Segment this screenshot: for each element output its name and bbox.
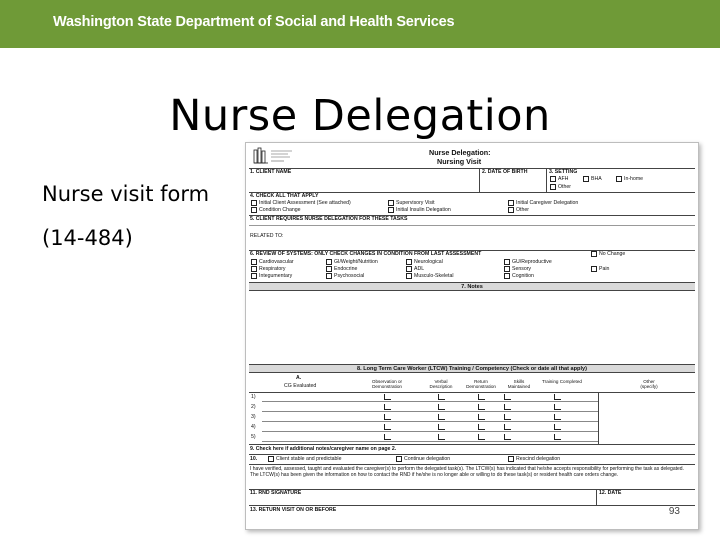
rule bbox=[249, 489, 695, 490]
setting-option: Other bbox=[558, 184, 571, 190]
section10-checkbox bbox=[396, 456, 402, 462]
visit-type-label: Initial Caregiver Delegation bbox=[516, 200, 579, 206]
rule bbox=[249, 464, 695, 465]
rule bbox=[479, 168, 480, 192]
system-label: Integumentary bbox=[259, 273, 293, 279]
training-check-cell bbox=[554, 434, 561, 440]
section10-checkbox bbox=[268, 456, 274, 462]
check-all-label: 4. CHECK ALL THAT APPLY bbox=[250, 193, 319, 199]
visit-type-label: Initial Insulin Delegation bbox=[396, 207, 451, 213]
rule bbox=[249, 444, 695, 445]
training-check-cell bbox=[504, 424, 511, 430]
training-check-cell bbox=[384, 414, 391, 420]
bullet-text-1: Nurse visit form bbox=[42, 182, 210, 206]
system-checkbox bbox=[406, 273, 412, 279]
training-check-cell bbox=[438, 414, 445, 420]
system-checkbox bbox=[251, 266, 257, 272]
row-number: 2) bbox=[251, 404, 256, 410]
setting-checkbox bbox=[616, 176, 622, 182]
related-to-label: RELATED TO: bbox=[250, 233, 284, 239]
system-checkbox bbox=[504, 273, 510, 279]
training-check-cell bbox=[478, 424, 485, 430]
notes-bar bbox=[249, 282, 695, 291]
setting-checkbox bbox=[583, 176, 589, 182]
rule bbox=[249, 392, 695, 393]
system-label: Endocrine bbox=[334, 266, 358, 272]
setting-checkbox bbox=[550, 176, 556, 182]
setting-option: In-home bbox=[624, 176, 644, 182]
rule bbox=[262, 431, 598, 432]
section10-option: Client stable and predictable bbox=[276, 456, 342, 462]
header-banner bbox=[0, 0, 720, 48]
slide-title: Nurse Delegation bbox=[169, 91, 551, 141]
training-check-cell bbox=[554, 404, 561, 410]
setting-option: BHA bbox=[591, 176, 602, 182]
system-label: Pain bbox=[599, 266, 610, 272]
system-label: Respiratory bbox=[259, 266, 286, 272]
training-check-cell bbox=[504, 404, 511, 410]
training-check-cell bbox=[384, 394, 391, 400]
training-check-cell bbox=[504, 434, 511, 440]
system-checkbox bbox=[406, 266, 412, 272]
training-col: Verbal Description bbox=[429, 379, 453, 389]
training-check-cell bbox=[478, 414, 485, 420]
client-name-label: 1. CLIENT NAME bbox=[250, 169, 292, 175]
rule bbox=[262, 401, 598, 402]
bullet-text-2: (14-484) bbox=[42, 226, 133, 250]
date-label: 12. DATE bbox=[599, 490, 622, 496]
training-check-cell bbox=[384, 424, 391, 430]
notes-label: 7. Notes bbox=[461, 284, 483, 290]
training-check-cell bbox=[478, 394, 485, 400]
system-checkbox bbox=[504, 259, 510, 265]
rule bbox=[249, 505, 695, 506]
visit-type-label: Other bbox=[516, 207, 529, 213]
section10-option: Rescind delegation bbox=[516, 456, 561, 462]
system-label: GU/Reproductive bbox=[512, 259, 552, 265]
rule bbox=[249, 168, 695, 169]
training-col: Return Demonstration bbox=[466, 379, 496, 389]
system-checkbox bbox=[326, 259, 332, 265]
system-checkbox bbox=[326, 273, 332, 279]
attestation-text: I have verified, assessed, taught and evaluated the caregiver(s) to perform the delegated task(s). The LTCW(s) has indicated that he/she accepts responsibility for performing the task as delegated. The LTCW(s) has been given the information on how to contact the RND if he/she is no longer able or willing to do these task(s) or resident health care orders change. bbox=[250, 466, 684, 478]
agency-name: Washington State Department of Social and Health Services bbox=[53, 14, 455, 30]
system-label: ADL bbox=[414, 266, 425, 272]
rule bbox=[262, 411, 598, 412]
training-col: Training Completed bbox=[542, 379, 582, 384]
setting-label: 3. SETTING bbox=[549, 169, 578, 175]
visit-type-label: Supervisory Visit bbox=[396, 200, 435, 206]
form-title-line1: Nurse Delegation: bbox=[429, 148, 491, 157]
system-checkbox bbox=[591, 266, 597, 272]
dshs-logo bbox=[252, 147, 300, 167]
training-check-cell bbox=[384, 434, 391, 440]
visit-type-checkbox bbox=[388, 200, 394, 206]
visit-type-checkbox bbox=[388, 207, 394, 213]
training-check-cell bbox=[438, 424, 445, 430]
visit-type-checkbox bbox=[251, 200, 257, 206]
training-check-cell bbox=[438, 434, 445, 440]
setting-checkbox bbox=[550, 184, 556, 190]
form-title-line2: Nursing Visit bbox=[437, 157, 482, 166]
training-check-cell bbox=[504, 414, 511, 420]
no-change-label: No Change bbox=[599, 251, 626, 257]
row-number: 3) bbox=[251, 414, 256, 420]
training-check-cell bbox=[384, 404, 391, 410]
col-a-label: A. bbox=[296, 375, 302, 381]
visit-type-checkbox bbox=[508, 207, 514, 213]
no-change-checkbox bbox=[591, 251, 597, 257]
system-label: Cognition bbox=[512, 273, 534, 279]
system-checkbox bbox=[251, 259, 257, 265]
system-checkbox bbox=[406, 259, 412, 265]
row-number: 5) bbox=[251, 434, 256, 440]
page-number: 93 bbox=[668, 506, 680, 517]
col-a-sublabel: CG Evaluated bbox=[284, 383, 317, 389]
training-check-cell bbox=[478, 434, 485, 440]
rule bbox=[596, 489, 597, 505]
system-label: Sensory bbox=[512, 266, 532, 272]
training-label: 8. Long Term Care Worker (LTCW) Training / Competency (Check or date all that apply) bbox=[357, 366, 587, 372]
rule bbox=[546, 168, 547, 192]
training-bar bbox=[249, 364, 695, 373]
training-check-cell bbox=[554, 414, 561, 420]
training-check-cell bbox=[504, 394, 511, 400]
system-label: Musculo-Skeletal bbox=[414, 273, 454, 279]
setting-option: AFH bbox=[558, 176, 569, 182]
rule bbox=[262, 421, 598, 422]
training-check-cell bbox=[478, 404, 485, 410]
system-checkbox bbox=[326, 266, 332, 272]
rule bbox=[249, 454, 695, 455]
system-label: Psychosocial bbox=[334, 273, 365, 279]
training-check-cell bbox=[554, 394, 561, 400]
training-check-cell bbox=[438, 394, 445, 400]
system-label: Cardiovascular bbox=[259, 259, 294, 265]
row-number: 1) bbox=[251, 394, 256, 400]
dob-label: 2. DATE OF BIRTH bbox=[482, 169, 528, 175]
system-label: GI/Weight/Nutrition bbox=[334, 259, 378, 265]
section10-option: Continue delegation bbox=[404, 456, 451, 462]
section6-label: 6. REVIEW OF SYSTEMS: ONLY CHECK CHANGES IN CONDITION FROM LAST ASSESSMENT bbox=[250, 251, 482, 257]
rule bbox=[598, 392, 599, 444]
training-check-cell bbox=[438, 404, 445, 410]
section9-label: 9. Check here if additional notes/caregiver name on page 2. bbox=[250, 446, 397, 452]
training-col: Skills Maintained bbox=[507, 379, 531, 389]
nursing-visit-form-image bbox=[245, 142, 699, 530]
system-checkbox bbox=[504, 266, 510, 272]
section10-label: 10. bbox=[250, 456, 258, 462]
training-col: Other (specify) bbox=[640, 379, 658, 389]
rule bbox=[249, 225, 695, 226]
system-checkbox bbox=[251, 273, 257, 279]
training-col: Observation or Demonstration bbox=[371, 379, 403, 389]
visit-type-label: Initial Client Assessment (See attached) bbox=[259, 200, 351, 206]
signature-label: 11. RND SIGNATURE bbox=[250, 490, 302, 496]
return-visit-label: 13. RETURN VISIT ON OR BEFORE bbox=[250, 507, 337, 513]
row-number: 4) bbox=[251, 424, 256, 430]
section5-label: 5. CLIENT REQUIRES NURSE DELEGATION FOR THESE TASKS bbox=[250, 216, 408, 222]
section10-checkbox bbox=[508, 456, 514, 462]
rule bbox=[262, 441, 598, 442]
visit-type-checkbox bbox=[251, 207, 257, 213]
system-label: Neurological bbox=[414, 259, 443, 265]
visit-type-label: Condition Change bbox=[259, 207, 301, 213]
visit-type-checkbox bbox=[508, 200, 514, 206]
training-check-cell bbox=[554, 424, 561, 430]
